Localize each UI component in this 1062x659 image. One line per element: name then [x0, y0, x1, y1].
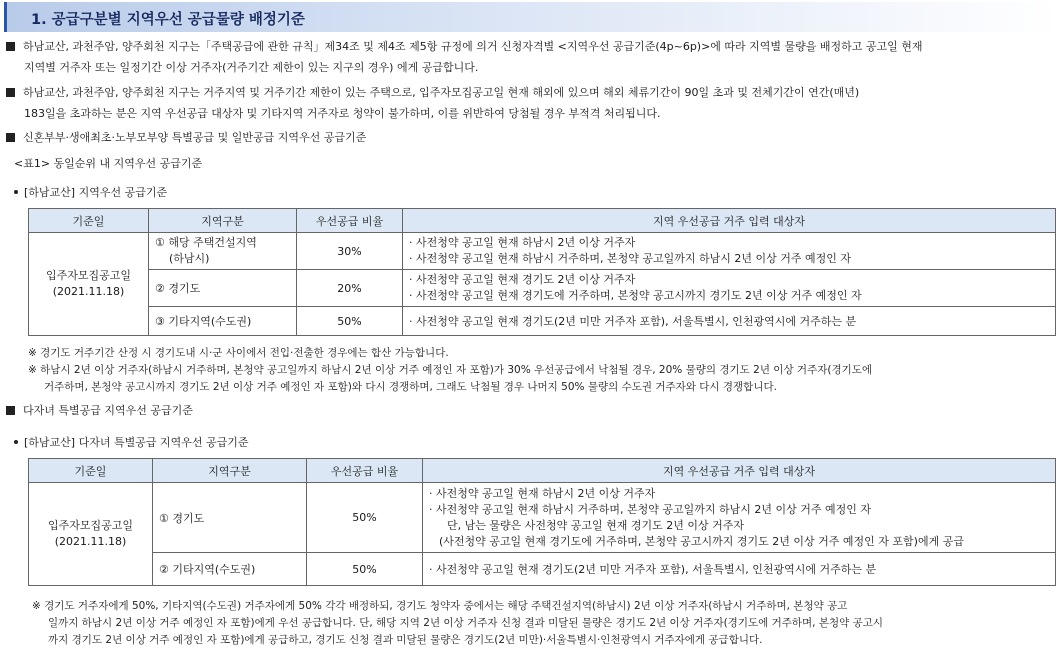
table-2-subheading: [14, 434, 248, 450]
table-header-row: [29, 459, 1056, 483]
region-cell: ② 경기도: [149, 270, 297, 307]
dot-bullet-icon: [14, 440, 18, 444]
ratio-cell: 50%: [307, 483, 423, 553]
ratio-cell: 50%: [297, 307, 403, 336]
target-line: · 사전청약 공고일 현재 경기도 2년 이상 거주자: [409, 273, 636, 286]
basis-label: 입주자모집공고일: [45, 269, 131, 282]
column-header: 기준일: [29, 209, 149, 233]
basis-date: (2021.11.18): [52, 285, 125, 298]
table-2-subheading-text: [하남교산] 다자녀 특별공급 지역우선 공급기준: [24, 436, 249, 449]
square-bullet-icon: [6, 133, 15, 142]
table-row: [29, 553, 1056, 586]
region-cell: ② 기타지역(수도권): [153, 553, 307, 586]
section-heading-1-text: 신혼부부·생애최초·노부모부양 특별공급 및 일반공급 지역우선 공급기준: [23, 131, 367, 144]
section-title-bar: [4, 2, 1060, 32]
column-header: 우선공급 비율: [307, 459, 423, 483]
note-line: ※ 하남시 2년 이상 거주자(하남시 거주하며, 본청약 공고일까지 하남시 2년 이상 거주 예정인 자 포함)가 30% 우선공급에서 낙첨될 경우, 20% 물량의 경기도 2년 이상 거주자(경기도에: [28, 364, 873, 376]
basis-date: (2021.11.18): [54, 535, 127, 548]
table-1-notes: [28, 345, 1058, 396]
page-title: 1. 공급구분별 지역우선 공급물량 배정기준: [31, 12, 305, 28]
region-label: ① 해당 주택건설지역: [155, 236, 257, 249]
target-line: · 사전청약 공고일 현재 하남시 거주하며, 본청약 공고일까지 하남시 2년 이상 거주 예정인 자: [429, 502, 871, 516]
column-header: 우선공급 비율: [297, 209, 403, 233]
target-line: · 사전청약 공고일 현재 하남시 2년 이상 거주자: [429, 486, 656, 500]
paragraph-2-line-2: 183일을 초과하는 분은 지역 우선공급 대상자 및 기타지역 거주자로 청약이 불가하며, 이를 위반하여 당첨될 경우 부적격 처리됩니다.: [24, 107, 661, 120]
column-header: 지역 우선공급 거주 입력 대상자: [423, 459, 1056, 483]
square-bullet-icon: [6, 42, 15, 51]
square-bullet-icon: [6, 88, 15, 97]
column-header: 지역구분: [149, 209, 297, 233]
square-bullet-icon: [6, 406, 15, 415]
table-2-notes: [32, 598, 1058, 649]
section-heading-1: [6, 127, 1056, 148]
column-header: 지역 우선공급 거주 입력 대상자: [403, 209, 1056, 233]
paragraph-1: [6, 36, 1056, 78]
target-cell: [403, 233, 1056, 270]
table-row: [29, 270, 1056, 307]
basis-label: 입주자모집공고일: [47, 519, 133, 532]
table-1-caption: <표1> 동일순위 내 지역우선 공급기준: [14, 157, 203, 170]
target-line: · 사전청약 공고일 현재 경기도에 거주하며, 본청약 공고시까지 경기도 2년 이상 거주 예정인 자: [409, 289, 862, 302]
paragraph-1-line-1: 하남교산, 과천주암, 양주회천 지구는「주택공급에 관한 규칙」제34조 및 제4조 제5항 규정에 의거 신청자격별 <지역우선 공급기준(4p~6p)>에 따라 지역별 물량을 배정하고 공고일 현재: [23, 40, 923, 53]
ratio-cell: 30%: [297, 233, 403, 270]
target-cell: [423, 483, 1056, 553]
target-line: (사전청약 공고일 현재 경기도에 거주하며, 본청약 공고시까지 경기도 2년 이상 거주 예정인 자 포함)에게 공급: [439, 534, 964, 548]
target-cell: · 사전청약 공고일 현재 경기도(2년 미만 거주자 포함), 서울특별시, 인천광역시에 거주하는 분: [403, 307, 1056, 336]
table-header-row: [29, 209, 1056, 233]
note-line: ※ 경기도 거주자에게 50%, 기타지역(수도권) 거주자에게 50% 각각 배정하되, 경기도 청약자 중에서는 해당 주택건설지역(하남시) 2년 이상 거주자(하남시 거주하며, 본청약 공고: [32, 600, 848, 612]
table-1-subheading-text: [하남교산] 지역우선 공급기준: [24, 186, 168, 199]
section-heading-2-text: 다자녀 특별공급 지역우선 공급기준: [23, 404, 193, 417]
paragraph-1-line-2: 지역별 거주자 또는 일정기간 이상 거주자(거주기간 제한이 있는 지구의 경우) 에게 공급합니다.: [24, 61, 479, 74]
region-cell: ③ 기타지역(수도권): [149, 307, 297, 336]
section-heading-2: [6, 400, 1056, 421]
target-line: 단, 남는 물량은 사전청약 공고일 현재 경기도 2년 이상 거주자: [447, 518, 744, 532]
basis-date-cell: [29, 233, 149, 336]
basis-date-cell: [29, 483, 153, 586]
target-line: · 사전청약 공고일 현재 하남시 거주하며, 본청약 공고일까지 하남시 2년 이상 거주 예정인 자: [409, 252, 851, 265]
region-cell: ① 경기도: [153, 483, 307, 553]
ratio-cell: 20%: [297, 270, 403, 307]
column-header: 지역구분: [153, 459, 307, 483]
table-row: [29, 307, 1056, 336]
paragraph-2: [6, 82, 1056, 124]
table-row: [29, 483, 1056, 553]
dot-bullet-icon: [14, 190, 18, 194]
table-1-subheading: [14, 184, 167, 200]
target-line: · 사전청약 공고일 현재 하남시 2년 이상 거주자: [409, 236, 636, 249]
ratio-cell: 50%: [307, 553, 423, 586]
table-2: [28, 458, 1056, 586]
paragraph-2-line-1: 하남교산, 과천주암, 양주회천 지구는 거주지역 및 거주기간 제한이 있는 주택으로, 입주자모집공고일 현재 해외에 있으며 해외 체류기간이 90일 초과 및 전체기간이 연간(매년): [23, 86, 860, 99]
region-cell: [149, 233, 297, 270]
target-cell: [403, 270, 1056, 307]
table-1: [28, 208, 1056, 336]
target-cell: · 사전청약 공고일 현재 경기도(2년 미만 거주자 포함), 서울특별시, 인천광역시에 거주하는 분: [423, 553, 1056, 586]
region-sublabel: (하남시): [169, 252, 210, 265]
column-header: 기준일: [29, 459, 153, 483]
table-row: [29, 233, 1056, 270]
note-line: ※ 경기도 거주기간 산정 시 경기도내 시·군 사이에서 전입·전출한 경우에는 합산 가능합니다.: [28, 347, 449, 359]
note-line: 일까지 하남시 2년 이상 거주 예정인 자 포함)에게 우선 공급합니다. 단, 해당 지역 2년 이상 거주자 신청 결과 미달된 물량은 경기도 2년 이상 거주자(경기도에 거주하며, 본청약 공고시: [48, 617, 884, 629]
note-line: 까지 경기도 2년 이상 거주 예정인 자 포함)에게 공급하고, 경기도 신청 결과 미달된 물량은 경기도(2년 미만)·서울특별시·인천광역시 거주자에게 공급합니다.: [48, 634, 763, 646]
note-line: 거주하며, 본청약 공고시까지 경기도 2년 이상 거주 예정인 자 포함)와 다시 경쟁하며, 그래도 낙첨될 경우 나머지 50% 물량의 수도권 거주자와 다시 경쟁합니다.: [44, 381, 777, 393]
